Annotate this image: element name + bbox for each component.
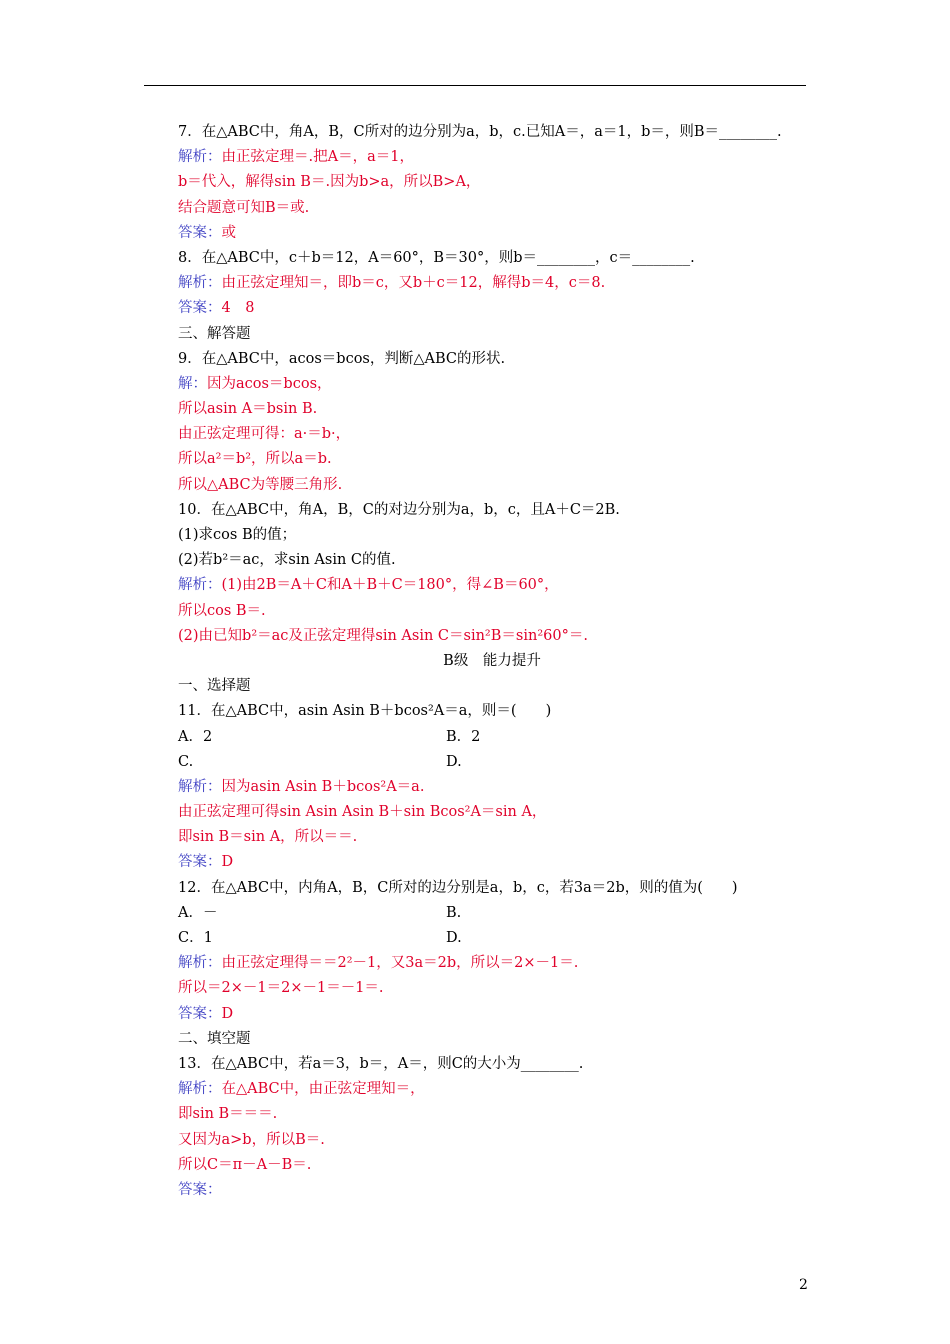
solution-line [178,599,806,624]
solution-text: D [221,854,234,871]
solution-line [178,573,806,598]
question-text: 8．在△ABC中，c＋b＝12，A＝60°，B＝30°，则b＝________，c＝________. [178,249,695,266]
solution-label: 解析： [178,778,222,795]
solution-text: 即sin B＝＝＝. [178,1106,278,1123]
question-text: 9．在△ABC中，acos＝bcos，判断△ABC的形状. [178,350,506,367]
header-rule [144,85,806,86]
solution-line [178,850,806,875]
solution-label: 答案： [178,854,222,871]
solution-line [178,447,806,472]
solution-line [178,800,806,825]
solution-text: 即sin B＝sin A，所以＝＝. [178,829,358,846]
solution-label: 解析： [178,149,222,166]
section-heading [178,649,806,674]
solution-line [178,1153,806,1178]
solution-line [178,1102,806,1127]
solution-text: 又因为a>b，所以B＝. [178,1131,325,1148]
solution-line [178,221,806,246]
option-left: C．1 [178,930,213,946]
question-line [178,699,806,724]
solution-label: 解： [178,375,207,392]
option-left: A．2 [178,728,213,745]
solution-text: 或 [221,224,236,241]
options-row [178,725,806,750]
solution-line [178,296,806,321]
solution-text: 由正弦定理得＝＝2²－1，又3a＝2b，所以＝2×－1＝. [221,955,579,972]
solution-line [178,624,806,649]
solution-line [178,372,806,397]
question-line [178,246,806,271]
question-text: (1)求cos B的值； [178,527,297,543]
solution-label: 解析： [178,275,222,292]
solution-label: 解析： [178,955,222,972]
solution-line [178,397,806,422]
solution-text: 所以C＝π－A－B＝. [178,1156,312,1173]
question-text: 13．在△ABC中，若a＝3，b＝，A＝，则C的大小为________. [178,1055,584,1072]
page-number: 2 [799,1277,808,1293]
solution-text: 所以a²＝b²，所以a＝b. [178,451,332,468]
solution-line [178,271,806,296]
solution-line [178,196,806,221]
question-text: 二、填空题 [178,1030,251,1047]
question-line [178,674,806,699]
solution-text: 因为asin Asin B＋bcos²A＝a. [221,778,425,795]
solution-line [178,1002,806,1027]
solution-text: 因为acos＝bcos， [207,375,332,392]
question-line [178,523,806,548]
question-text: 一、选择题 [178,678,251,695]
question-line [178,498,806,523]
question-text: 11．在△ABC中，asin Asin B＋bcos²A＝a，则＝( ) [178,703,552,720]
solution-text: 所以△ABC为等腰三角形. [178,476,343,493]
solution-text: 由正弦定理知＝，即b＝c，又b＋c＝12，解得b＝4，c＝8. [221,275,606,292]
question-text: 三、解答题 [178,325,251,342]
solution-label: 解析： [178,577,222,594]
options-row [178,901,806,926]
option-left: C. [178,753,194,770]
solution-text: 由正弦定理可得sin Asin Asin B＋sin Bcos²A＝sin A， [178,804,547,821]
question-line [178,876,806,901]
solution-line [178,1128,806,1153]
solution-label: 答案： [178,1181,222,1198]
section-heading-text: B级 能力提升 [443,652,541,669]
solution-text: 由正弦定理＝.把A＝，a＝1， [221,149,414,166]
solution-text: 所以＝2×－1＝2×－1＝－1＝. [178,980,384,997]
option-left: A．－ [178,904,218,921]
solution-line [178,170,806,195]
option-right: D. [446,930,462,946]
solution-text: 4 8 [221,300,255,317]
solution-text: 所以cos B＝. [178,602,266,619]
question-text: 10．在△ABC中，角A，B，C的对边分别为a，b，c，且A＋C＝2B. [178,501,620,518]
question-line [178,548,806,573]
options-row [178,750,806,775]
solution-line [178,1178,806,1203]
question-text: 7．在△ABC中，角A，B，C所对的边分别为a，b，c.已知A＝，a＝1，b＝，则B＝________. [178,124,782,140]
solution-line [178,951,806,976]
solution-line [178,422,806,447]
solution-text: 结合题意可知B＝或. [178,199,310,216]
question-line [178,120,806,145]
solution-text: (1)由2B＝A＋C和A＋B＋C＝180°，得∠B＝60°， [221,577,559,594]
question-text: (2)若b²＝ac，求sin Asin C的值. [178,552,396,569]
question-line [178,322,806,347]
solution-label: 答案： [178,1005,222,1022]
option-right: B. [446,904,462,921]
solution-text: (2)由已知b²＝ac及正弦定理得sin Asin C＝sin²B＝sin²60°＝. [178,627,588,644]
solution-line [178,473,806,498]
question-line [178,347,806,372]
question-text: 12．在△ABC中，内角A，B，C所对的边分别是a，b，c，若3a＝2b，则的值为( ) [178,879,738,896]
solution-text: D [221,1005,234,1022]
solution-label: 答案： [178,300,222,317]
solution-line [178,1077,806,1102]
solution-line [178,775,806,800]
solution-line [178,825,806,850]
option-right: B．2 [446,728,481,745]
solution-label: 解析： [178,1081,222,1098]
solution-text: 由正弦定理可得：a·＝b·， [178,426,351,443]
solution-text: b＝代入，解得sin B＝.因为b>a，所以B>A， [178,174,481,191]
solution-text: 所以asin A＝bsin B. [178,401,318,418]
question-line [178,1052,806,1077]
solution-label: 答案： [178,224,222,241]
solution-line [178,976,806,1001]
solution-line [178,145,806,170]
solution-text: 在△ABC中，由正弦定理知＝， [221,1081,425,1098]
document-body [178,120,806,1203]
option-right: D. [446,753,462,770]
options-row [178,926,806,951]
question-line [178,1027,806,1052]
